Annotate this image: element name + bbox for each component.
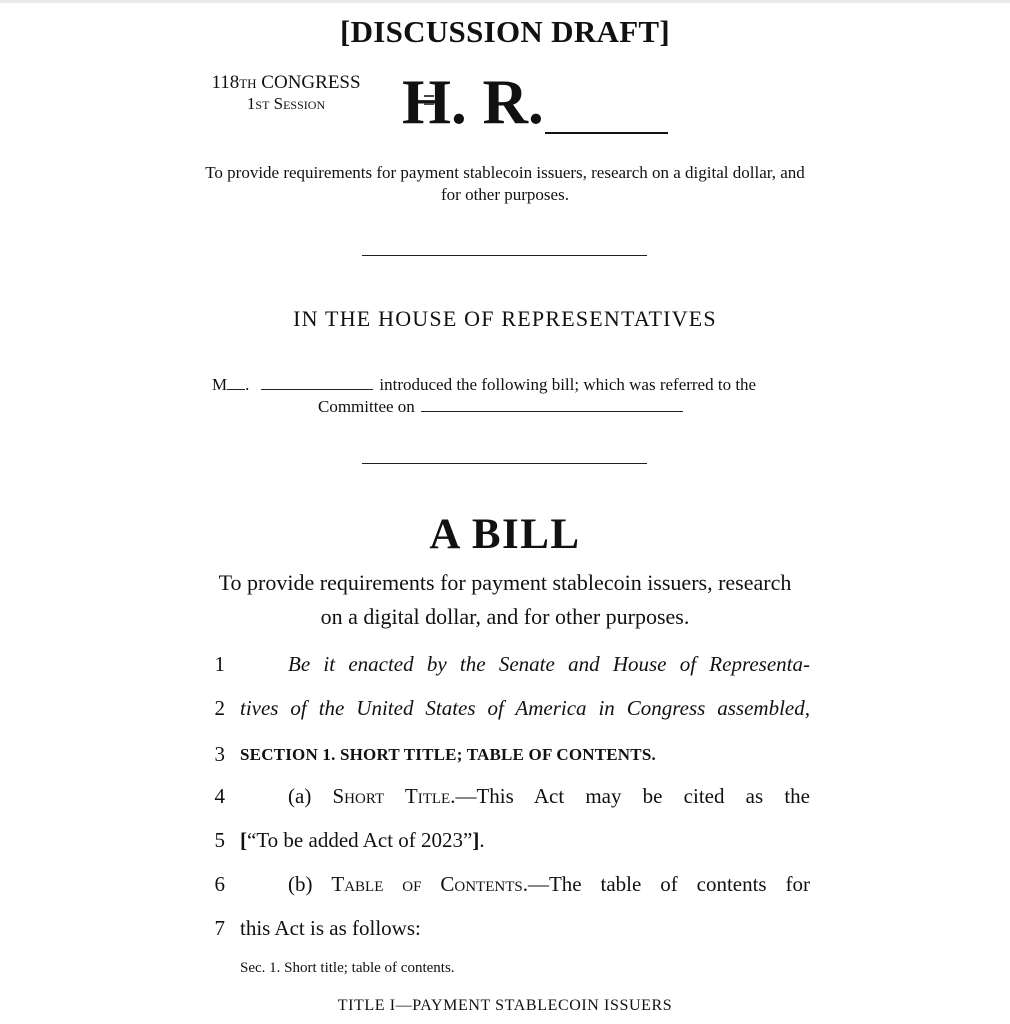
line-number: 2: [214, 696, 225, 720]
text-cursor-icon: [424, 95, 434, 105]
bill-line: [0, 916, 1010, 956]
bill-line: [0, 828, 1010, 868]
subsection-label: (b): [288, 872, 332, 896]
bill-line: [0, 696, 1010, 736]
committee-line: [318, 397, 683, 417]
introduction-text: introduced the following bill; which was referred to the: [379, 375, 757, 394]
bill-designation: H. R.: [402, 67, 544, 137]
line-number: 3: [214, 742, 225, 766]
toc-entry: Sec. 1. Short title; table of contents.: [240, 960, 455, 976]
member-prefix: M: [212, 375, 228, 394]
sponsor-blank: [261, 375, 373, 390]
draft-header: [DISCUSSION DRAFT]: [339, 14, 671, 49]
close-bracket: ]: [472, 828, 480, 852]
short-title-subsection: [288, 784, 810, 809]
chamber-heading: IN THE HOUSE OF REPRESENTATIVES: [293, 306, 717, 331]
subsection-label: (a): [288, 784, 333, 808]
period: .: [479, 828, 485, 852]
divider-rule: [362, 463, 647, 464]
member-suffix: .: [245, 375, 250, 394]
line-number: 5: [214, 828, 225, 852]
bill-line: [0, 742, 1010, 782]
page-top-edge: [0, 0, 1010, 3]
subsection-text: .—The table of contents for: [522, 872, 810, 896]
committee-blank: [421, 397, 683, 412]
bill-purpose: To provide requirements for payment stablecoin issuers, research on a digital dollar, and for other purposes.: [218, 570, 792, 629]
toc-title-heading: TITLE I—PAYMENT STABLECOIN ISSUERS: [337, 997, 673, 1014]
line-number: 1: [214, 652, 225, 676]
bill-line: [0, 652, 1010, 692]
line-number: 4: [214, 784, 225, 808]
congress-number: 118th CONGRESS: [211, 72, 361, 93]
congress-session-block: [200, 72, 372, 114]
subsection-heading: Table of Contents: [331, 872, 523, 896]
long-title: To provide requirements for payment stablecoin issuers, research on a digital dollar, and for other purposes.: [205, 163, 805, 204]
bill-line: [0, 872, 1010, 912]
subsection-text: .—This Act may be cited as the: [450, 784, 811, 808]
committee-label: Committee on: [318, 397, 415, 416]
divider-rule: [362, 255, 647, 256]
bill-line: [0, 784, 1010, 824]
short-title-text: [240, 828, 810, 853]
section-heading: SECTION 1. SHORT TITLE; TABLE OF CONTENTS.: [240, 745, 656, 764]
toc-subsection: [288, 872, 810, 897]
act-name: “To be added Act of 2023”: [247, 828, 473, 852]
introduction-line: [212, 375, 756, 395]
member-blank: [227, 375, 245, 390]
line-number: 7: [214, 916, 225, 940]
enacting-clause: Be it enacted by the Senate and House of Representa-: [288, 652, 810, 676]
subsection-heading: Short Title: [332, 784, 451, 808]
open-bracket: [: [240, 828, 247, 852]
bill-heading: A BILL: [429, 511, 581, 558]
session-number: 1st Session: [246, 94, 326, 113]
bill-number-blank: [545, 132, 668, 134]
enacting-clause-continued: tives of the United States of America in Congress assembled,: [240, 696, 810, 720]
line-number: 6: [214, 872, 225, 896]
toc-intro-text: this Act is as follows:: [240, 916, 421, 940]
